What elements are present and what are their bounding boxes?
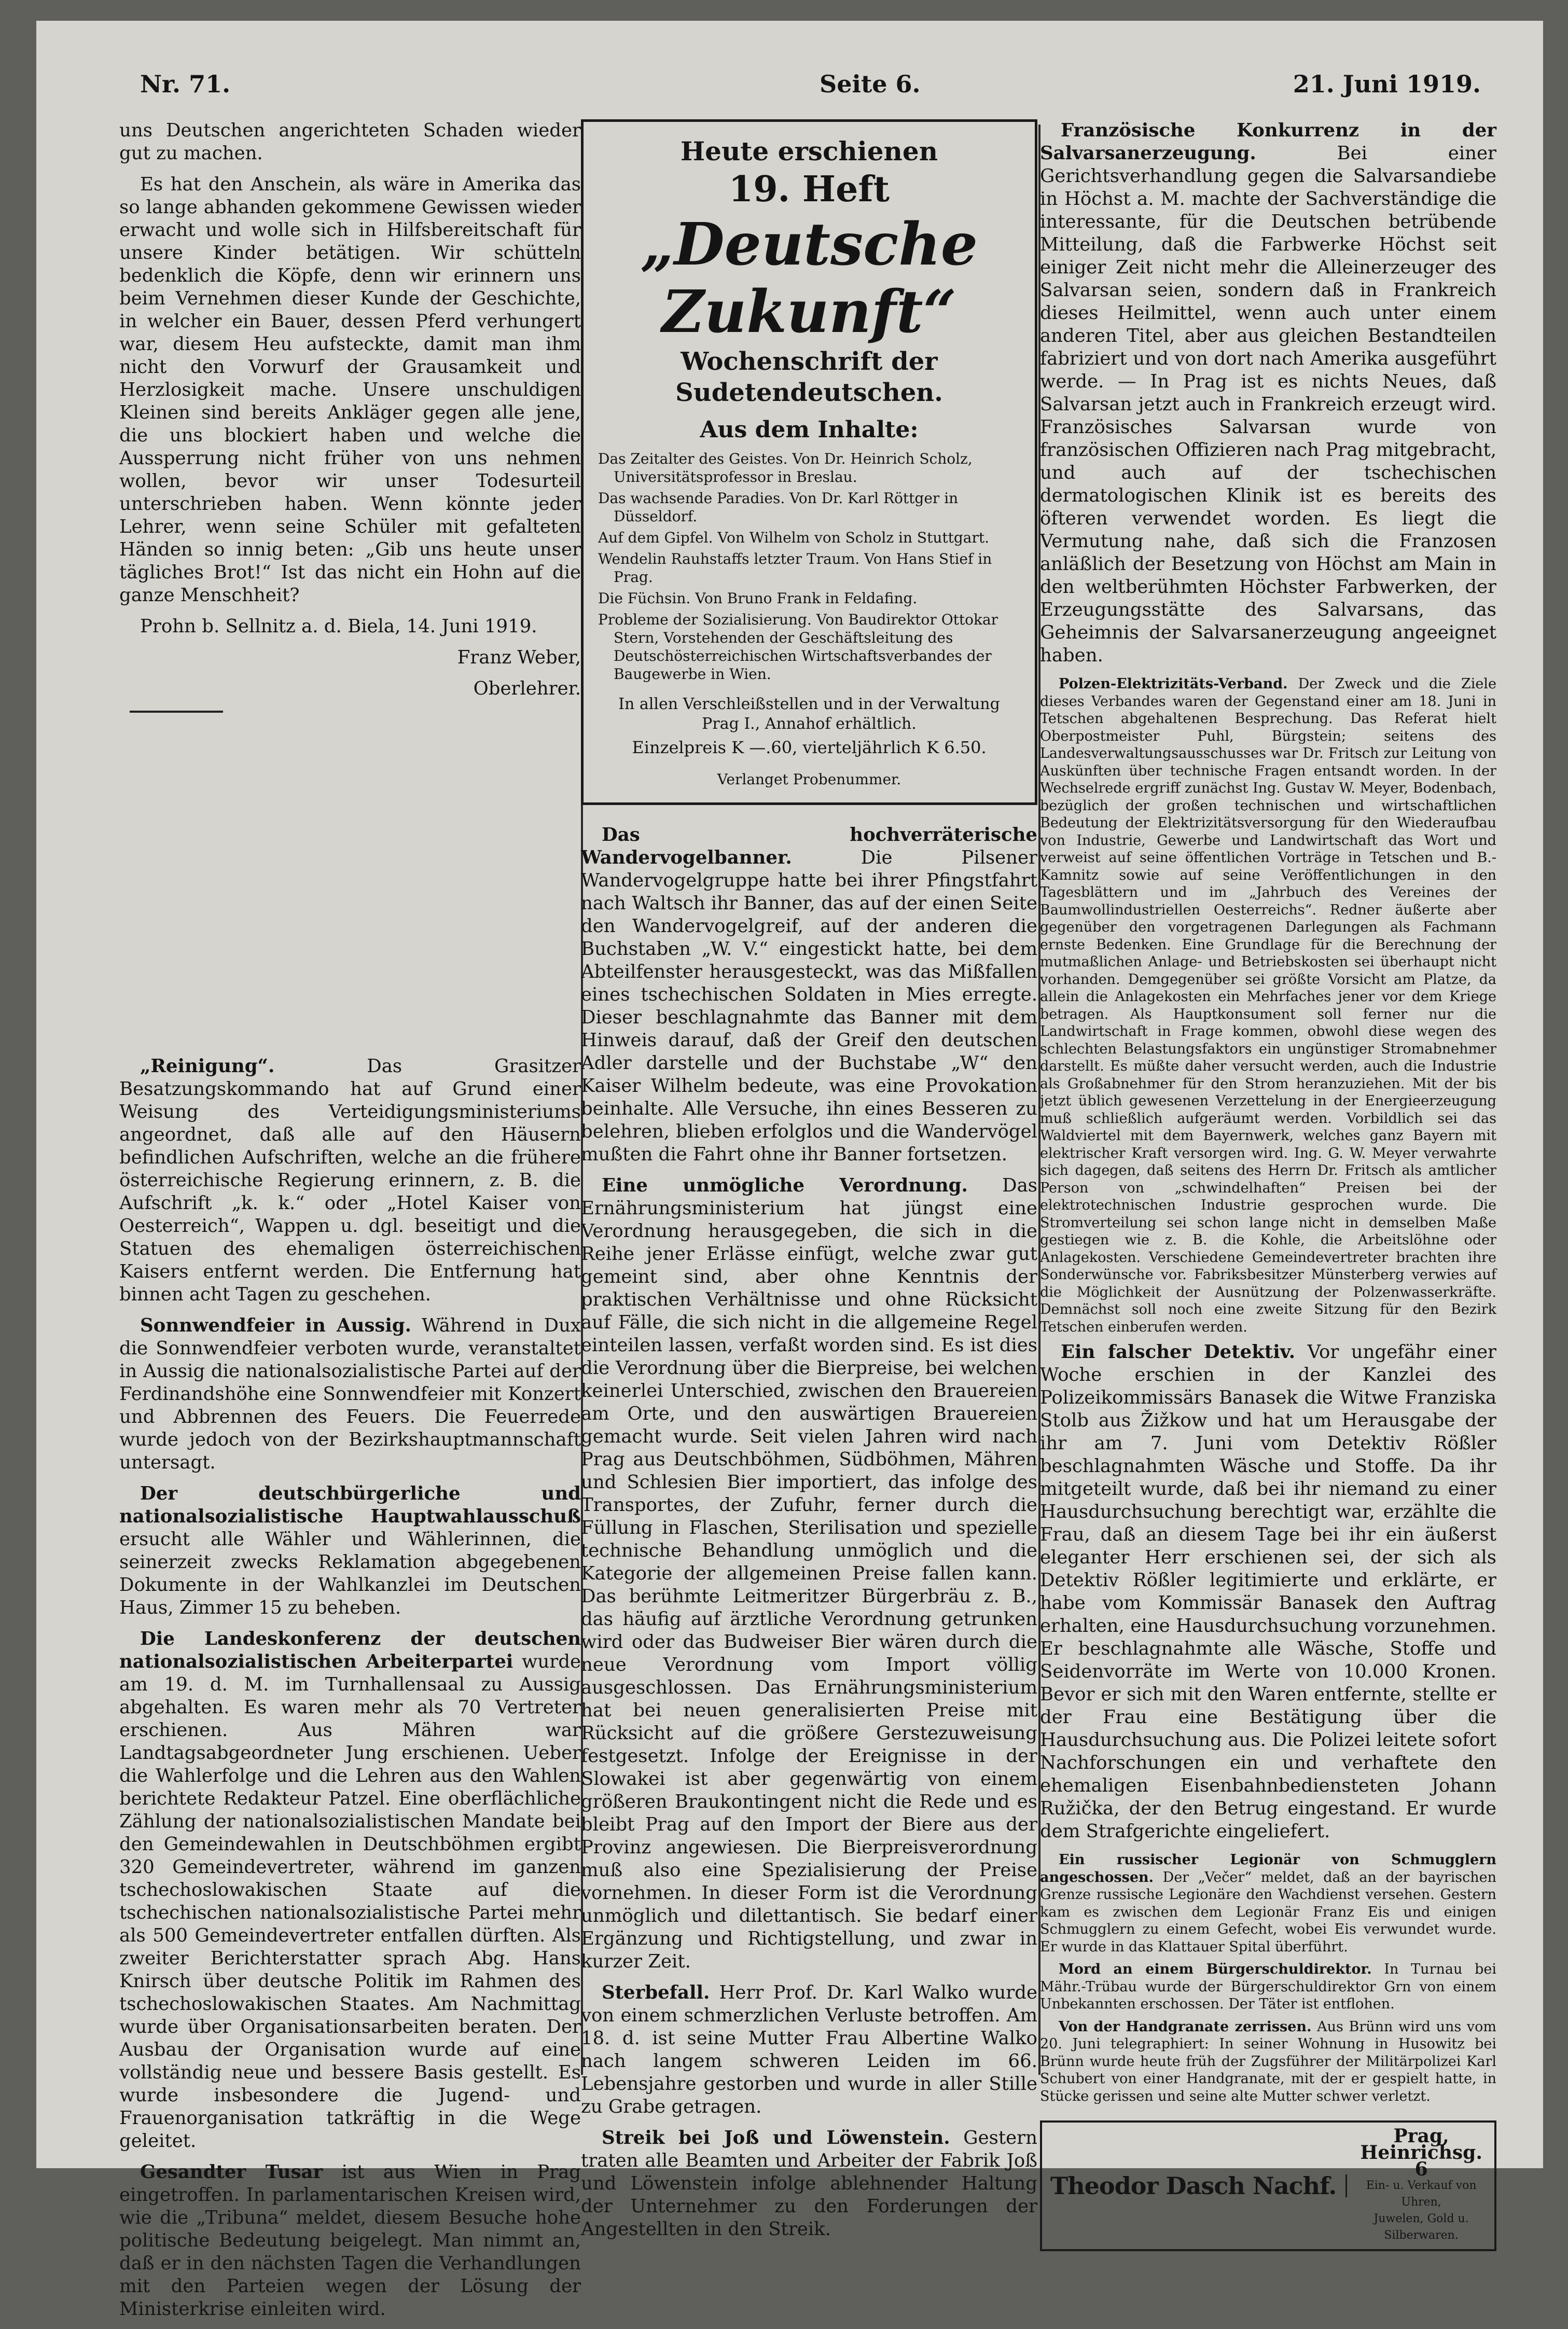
newspaper-page — [36, 21, 1543, 2320]
advertisement-deutsche-zukunft — [581, 119, 1037, 805]
small-print-block — [1040, 1851, 1496, 2105]
author-name: Franz Weber, — [457, 647, 581, 668]
news-item: Sonnwendfeier in Aussig. Während in Dux die Sonnwendfeier verboten wurde, veranstaltet in Aussig die nationalsozialistische Partei auf der Ferdinandshöhe eine Sonnwendfeier mit Konzert und Abbrennen des Feuers. Die Feuerrede wurde jedoch von der Bezirkshauptmannschaft untersagt. — [119, 1315, 581, 1473]
news-item: Sterbefall. Herr Prof. Dr. Karl Walko wurde von einem schmerzlichen Verluste betroffen. Am 18. d. ist seine Mutter Frau Albertine Walko nach langem schweren Leiden im 66. Lebensjahre gestorben und wurde in aller Stille zu Grabe getragen. — [581, 1982, 1037, 2117]
ad-details — [1356, 2125, 1486, 2244]
news-item: Französische Konkurrenz in der Salvarsanerzeugung. Bei einer Gerichtsverhandlung gegen die Salvarsandiebe in Höchst a. M. machte der Sachverständige die interessante, für die Deutschen betrübende Mitteilung, daß die Farbwerke Höchst seit einiger Zeit nicht mehr die Alleinerzeuger des Salvarsan seien, sondern daß in Frankreich dieses Heilmittel, wenn auch unter einem anderen Titel, aber aus gleichen Bestandteilen fabriziert und von dort nach Amerika ausgeführt werde. — In Prag ist es nichts Neues, daß Salvarsan jetzt auch in Frankreich erzeugt wird. Französisches Salvarsan wurde von französischen Offizieren nach Prag mitgebracht, und auch auf der tschechischen dermatologischen Klinik ist es bereits des öfteren verwendet worden. Es liegt die Vermutung nahe, daß sich die Franzosen anläßlich der Besetzung von Höchst am Main in den weltberühmten Höchster Farbwerken, der Erzeugungsstätte des Salvarsans, das Geheimnis der Salvarsanerzeugung angeeignet haben. — [1040, 120, 1496, 666]
news-item: Von der Handgranate zerrissen. Aus Brünn wird uns vom 20. Juni telegraphiert: In seiner Wohnung in Husowitz bei Brünn wurde heute früh der Zugsführer der Militärpolizei Karl Schubert von einer Handgranate, mit der er gespielt hatte, in Stücke gerissen und seine alte Mutter schwer verletzt. — [1040, 2018, 1496, 2104]
column-1 — [119, 119, 581, 2329]
news-item: Ein russischer Legionär von Schmugglern angeschossen. Der „Večer“ meldet, daß an der bayrischen Grenze russische Legionäre den Wachdienst versehen. Gestern kam es zwischen dem Legionär Franz Eis und einigen Schmugglern zu einem Gefecht, wobei Eis verwundet wurde. Er wurde in das Klattauer Spital überführt. — [1040, 1852, 1496, 1955]
advertisement-theodor-dasch — [1040, 2120, 1496, 2251]
news-item: Polzen-Elektrizitäts-Verband. Der Zweck und die Ziele dieses Verbandes waren der Gegenstand einer am 18. Juni in Tetschen abgehaltenen Besprechung. Das Referat hielt Oberpostmeister Puhl, Bürgstein; seitens des Landesverwaltungsausschusses war Dr. Fritsch zur Leitung von Auskünften über technische Fragen entsandt worden. In der Wechselrede ergriff zunächst Ing. Gustav W. Meyer, Bodenbach, bezüglich der großen technischen und wirtschaftlichen Bedeutung der Elektrizitätsversorgung für den Wiederaufbau von Industrie, Gewerbe und Landwirtschaft das Wort und verweist auf seine öffentlichen Vorträge in Tetschen und B.-Kamnitz sowie auf seine Veröffentlichungen in den Tagesblättern und im „Jahrbuch des Vereines der Baumwollindustriellen Oesterreichs“. Redner äußerte aber gegenüber den vorgetragenen Darlegungen als Fachmann ernste Bedenken. Eine Grundlage für die Berechnung der mutmaßlichen Anlage- und Betriebskosten sei überhaupt nicht vorhanden. Demgegenüber sei größte Vorsicht am Platze, da allein die Anlagekosten ein Mehrfaches jener vor dem Kriege betragen. Als Hauptkonsument soll ferner nur die Landwirtschaft in Frage kommen, obwohl diese wegen des schlechten Belastungsfaktors ein ungünstiger Stromabnehmer darstellt. Es müßte daher versucht werden, auch die Industrie als Großabnehmer für den Strom heranzuziehen. Mit der bis jetzt üblich gewesenen Verzettelung in der Energieerzeugung muß schließlich aufgeräumt werden. Vorbildlich sei das Waldviertel mit dem Bayernwerk, welches ganz Bayern mit elektrischer Kraft versorgen wird. Ing. G. W. Meyer verwahrte sich dagegen, daß seitens des Herrn Dr. Fritsch als amtlicher Person von „schwindelhaften“ Preisen bei der elektrotechnischen Industrie gesprochen wurde. Die Stromverteilung sei schon lange nicht in demselben Maße gestiegen wie z. B. die Kohle, die Arbeitslöhne oder Anlagekosten. Verschiedene Gemeindevertreter brachten ihre Sonderwünsche vor. Fabriksbesitzer Münsterberg verwies auf die Möglichkeit der Ausnützung der Polzenwasserkräfte. Demnächst soll noch eine zweite Sitzung für den Bezirk Tetschen einberufen werden. — [1040, 676, 1496, 1335]
issue-date: 21. Juni 1919. — [1293, 70, 1481, 98]
ad-sample: Verlanget Probenummer. — [717, 771, 901, 788]
issue-number: Nr. 71. — [140, 70, 231, 98]
news-item: Ein falscher Detektiv. Vor ungefähr einer Woche erschien in der Kanzlei des Polizeikommissärs Banasek die Witwe Franziska Stolb aus Žižkow und hat um Herausgabe der ihr am 7. Juni vom Detektiv Rößler beschlagnahmten Wäsche und Stoffe. Da ihr mitgeteilt wurde, daß bei ihr niemand zu einer Hausdurchsuchung berechtigt war, erzählte die Frau, daß an diesem Tage bei ihr ein äußerst eleganter Herr erschienen sei, der sich als Detektiv Rößler legitimierte und erklärte, er habe vom Kommissär Banasek den Auftrag erhalten, eine Hausdurchsuchung vorzunehmen. Er beschlagnahmte alle Wäsche, Stoffe und Seidenvorräte im Werte von 10.000 Kronen. Bevor er sich mit den Waren entfernte, stellte er der Frau eine Bestätigung über die Hausdurchsuchung aus. Die Polizei leitete sofort Nachforschungen ein und verhaftete den ehemaligen Eisenbahnbediensteten Johann Ružička, der den Betrug eingestand. Er wurde dem Strafgerichte eingeliefert. — [1040, 1341, 1496, 1842]
article-paragraph: Es hat den Anschein, als wäre in Amerika das so lange abhanden gekommene Gewissen wieder erwacht und wolle sich in Hilfsbereitschaft für unsere Kinder betätigen. Wir schütteln bedenklich die Köpfe, denn wir erinnern uns beim Vernehmen dieser Kunde der Geschichte, in welcher ein Bauer, dessen Pferd verhungert war, diesem Heu aufsteckte, damit man ihm nicht den Vorwurf der Grausamkeit und Herzlosigkeit mache. Unsere unschuldigen Kleinen sind bereits Ankläger gegen alle jene, die uns blockiert haben und welche die Aussperrung nicht früher von uns nehmen wollen, bevor wir unser Todesurteil unterschrieben haben. Wenn könnte jeder Lehrer, wenn seine Schüler mit gefalteten Händen so innig beten: „Gib uns heute unser tägliches Brot!“ Ist das nicht ein Hohn auf die ganze Menschheit? — [119, 174, 581, 606]
contents-entry: Die Füchsin. Von Bruno Frank in Feldafing. — [598, 590, 918, 607]
ad-line: Juwelen, Gold u. Silberwaren. — [1373, 2212, 1469, 2242]
ad-subtitle: Wochenschrift der Sudetendeutschen. — [675, 347, 943, 407]
news-item: Mord an einem Bürgerschuldirektor. In Turnau bei Mähr.-Trübau wurde der Bürgerschuldirektor Grn von einem Unbekannten erschossen. Der Täter ist entflohen. — [1040, 1961, 1496, 2012]
news-item: Gesandter Tusar ist aus Wien in Prag eingetroffen. In parlamentarischen Kreisen wird, wie die „Tribuna“ meldet, diesem Besuche hohe politische Bedeutung beigelegt. Man nimmt an, daß er in den nächsten Tagen die Verhandlungen mit den Parteien wegen der Lösung der Ministerkrise einleiten wird. — [119, 2161, 581, 2320]
news-item: Der deutschbürgerliche und nationalsozialistische Hauptwahlausschuß ersucht alle Wähler und Wählerinnen, die seinerzeit zwecks Reklamation abgegebenen Dokumente in der Wahlkanzlei im Deutschen Haus, Zimmer 15 zu beheben. — [119, 1483, 581, 1618]
ad-price: Einzelpreis K —.60, vierteljährlich K 6.50. — [632, 738, 987, 757]
page-number: Seite 6. — [820, 70, 921, 98]
news-item: Eine unmögliche Verordnung. Das Ernährungsministerium hat jüngst eine Verordnung herausgegeben, die sich in die Reihe jener Erlässe einfügt, welche zwar gut gemeint sind, aber ohne Kenntnis der praktischen Verhältnisse und ohne Rücksicht auf Fälle, die sich nicht in die allgemeine Regel einteilen lassen, verfaßt worden sind. Es ist dies die Verordnung über die Bierpreise, bei welchen keinerlei Unterschied, zwischen den Brauereien am Orte, und den auswärtigen Brauereien gemacht wurde. Seit vielen Jahren wird nach Prag aus Deutschböhmen, Südböhmen, Mähren und Schlesien Bier importiert, das infolge des Transportes, der Zufuhr, ferner durch die Füllung in Flaschen, Sterilisation und spezielle technische Behandlung unmöglich und die Kategorie der allgemeinen Preise fallen kann. Das berühmte Leitmeritzer Bürgerbräu z. B., das häufig auf ärztliche Verordnung getrunken wird oder das Budweiser Bier wären durch die neue Verordnung vom Import völlig ausgeschlossen. Das Ernährungsministerium hat bei neuen generalisierten Preise mit Rücksicht auf die größere Gerstezuweisung festgesetzt. Infolge der Ereignisse in der Slowakei ist aber gegenwärtig von einem größeren Braukontingent nicht die Rede und es bleibt Prag auf den Import der Biere aus der Provinz angewiesen. Die Bierpreisverordnung muß also eine Spezialisierung der Preise vornehmen. In dieser Form ist die Verordnung unmöglich und dilettantisch. Sie bedarf einer Ergänzung und Richtigstellung, und zwar in kurzer Zeit. — [581, 1175, 1037, 1972]
contents-entry: Wendelin Rauhstaffs letzter Traum. Von Hans Stief in Prag. — [598, 550, 992, 586]
article-paragraph: uns Deutschen angerichteten Schaden wieder gut zu machen. — [119, 120, 581, 164]
news-item: Das hochverräterische Wandervogelbanner. Die Pilsener Wandervogelgruppe hatte bei ihrer Pfingstfahrt nach Waltsch ihr Banner, das auf der einen Seite den Wandervogelgreif, auf der anderen die Buchstaben „W. V.“ eingestickt hatte, bei dem Abteilfenster herausgesteckt, was das Mißfallen eines tschechischen Soldaten in Mies erregte. Dieser beschlagnahmte das Banner mit dem Hinweis darauf, daß der Greif den deutschen Adler darstelle und der Buchstabe „W“ den Kaiser Wilhelm bedeute, was eine Provokation beinhalte. Alle Versuche, ihn eines Besseren zu belehren, blieben erfolglos und die Wandervögel mußten die Fahrt ohne ihr Banner fortsetzen. — [581, 824, 1037, 1165]
small-print-block — [1040, 675, 1496, 1336]
ad-title: „Deutsche Zukunft“ — [641, 211, 978, 346]
ad-company-name: Theodor Dasch Nachf. — [1050, 2174, 1347, 2197]
news-item: „Reinigung“. Das Grasitzer Besatzungskommando hat auf Grund einer Weisung des Verteidigungsministeriums angeordnet, daß alle auf den Häusern befindlichen Aufschriften, welche an die frühere österreichische Regierung erinnern, z. B. die Aufschrift „k. k.“ oder „Hotel Kaiser von Oesterreich“, Wappen u. dgl. beseitigt und die Statuen des ehemaligen österreichischen Kaisers entfernt werden. Die Entfernung hat binnen acht Tagen zu geschehen. — [119, 1056, 581, 1305]
ad-availability: In allen Verschleißstellen und in der Verwaltung Prag I., Annahof erhältlich. — [618, 695, 1000, 733]
news-item: Die Landeskonferenz der deutschen nationalsozialistischen Arbeiterpartei wurde am 19. d. M. im Turnhallensaal zu Aussig abgehalten. Es waren mehr als 70 Vertreter erschienen. Aus Mähren war Landtagsabgeordneter Jung erschienen. Ueber die Wahlerfolge und die Lehren aus den Wahlen berichtete Redakteur Patzel. Eine oberflächliche Zählung der nationalsozialistischen Mandate bei den Gemeindewahlen in Deutschböhmen ergibt 320 Gemeindevertreter, während im ganzen tschechoslowakischen Staate auf die tschechischen nationalsozialistische Partei mehr als 500 Gemeindevertreter entfallen dürften. Als zweiter Berichterstatter sprach Abg. Hans Knirsch über deutsche Politik im Rahmen des tschechoslowakischen Staates. Am Nachmittag wurde über Organisationsarbeiten beraten. Der Ausbau der Organisation wurde auf eine vollständig neue und bessere Basis gestellt. Es wurde insbesondere die Jugend- und Frauenorganisation tatkräftig in die Wege geleitet. — [119, 1628, 581, 2152]
column-2 — [581, 119, 1037, 2249]
ad-headline: Heute erschienen — [680, 136, 938, 167]
ad-issue: 19. Heft — [728, 169, 890, 210]
contents-entry: Probleme der Sozialisierung. Von Baudirektor Ottokar Stern, Vorstehenden der Geschäftsleitung des Deutschösterreichischen Wirtschaftsverbandes der Baugewerbe in Wien. — [598, 611, 998, 683]
blank-space — [119, 713, 581, 1055]
news-item: Streik bei Joß und Löwenstein. Gestern traten alle Beamten und Arbeiter der Fabrik Joß und Löwenstein infolge ablehnender Haltung der Unternehmer zu den Forderungen der Angestellten in den Streik. — [581, 2127, 1037, 2240]
dateline: Prohn b. Sellnitz a. d. Biela, 14. Juni 1919. — [140, 616, 537, 637]
ad-line: Ein- u. Verkauf von Uhren, — [1366, 2179, 1477, 2209]
contents-heading: Aus dem Inhalte: — [700, 417, 919, 443]
column-3 — [1040, 119, 1496, 2251]
contents-entry: Auf dem Gipfel. Von Wilhelm von Scholz in Stuttgart. — [598, 529, 990, 546]
page-header — [140, 70, 1481, 112]
contents-entry: Das wachsende Paradies. Von Dr. Karl Röttger in Düsseldorf. — [598, 490, 959, 525]
author-role: Oberlehrer. — [473, 678, 581, 699]
ad-address: Prag, Heinrichsg. 6 — [1360, 2125, 1482, 2180]
contents-entry: Das Zeitalter des Geistes. Von Dr. Heinrich Scholz, Universitätsprofessor in Breslau. — [598, 450, 973, 486]
